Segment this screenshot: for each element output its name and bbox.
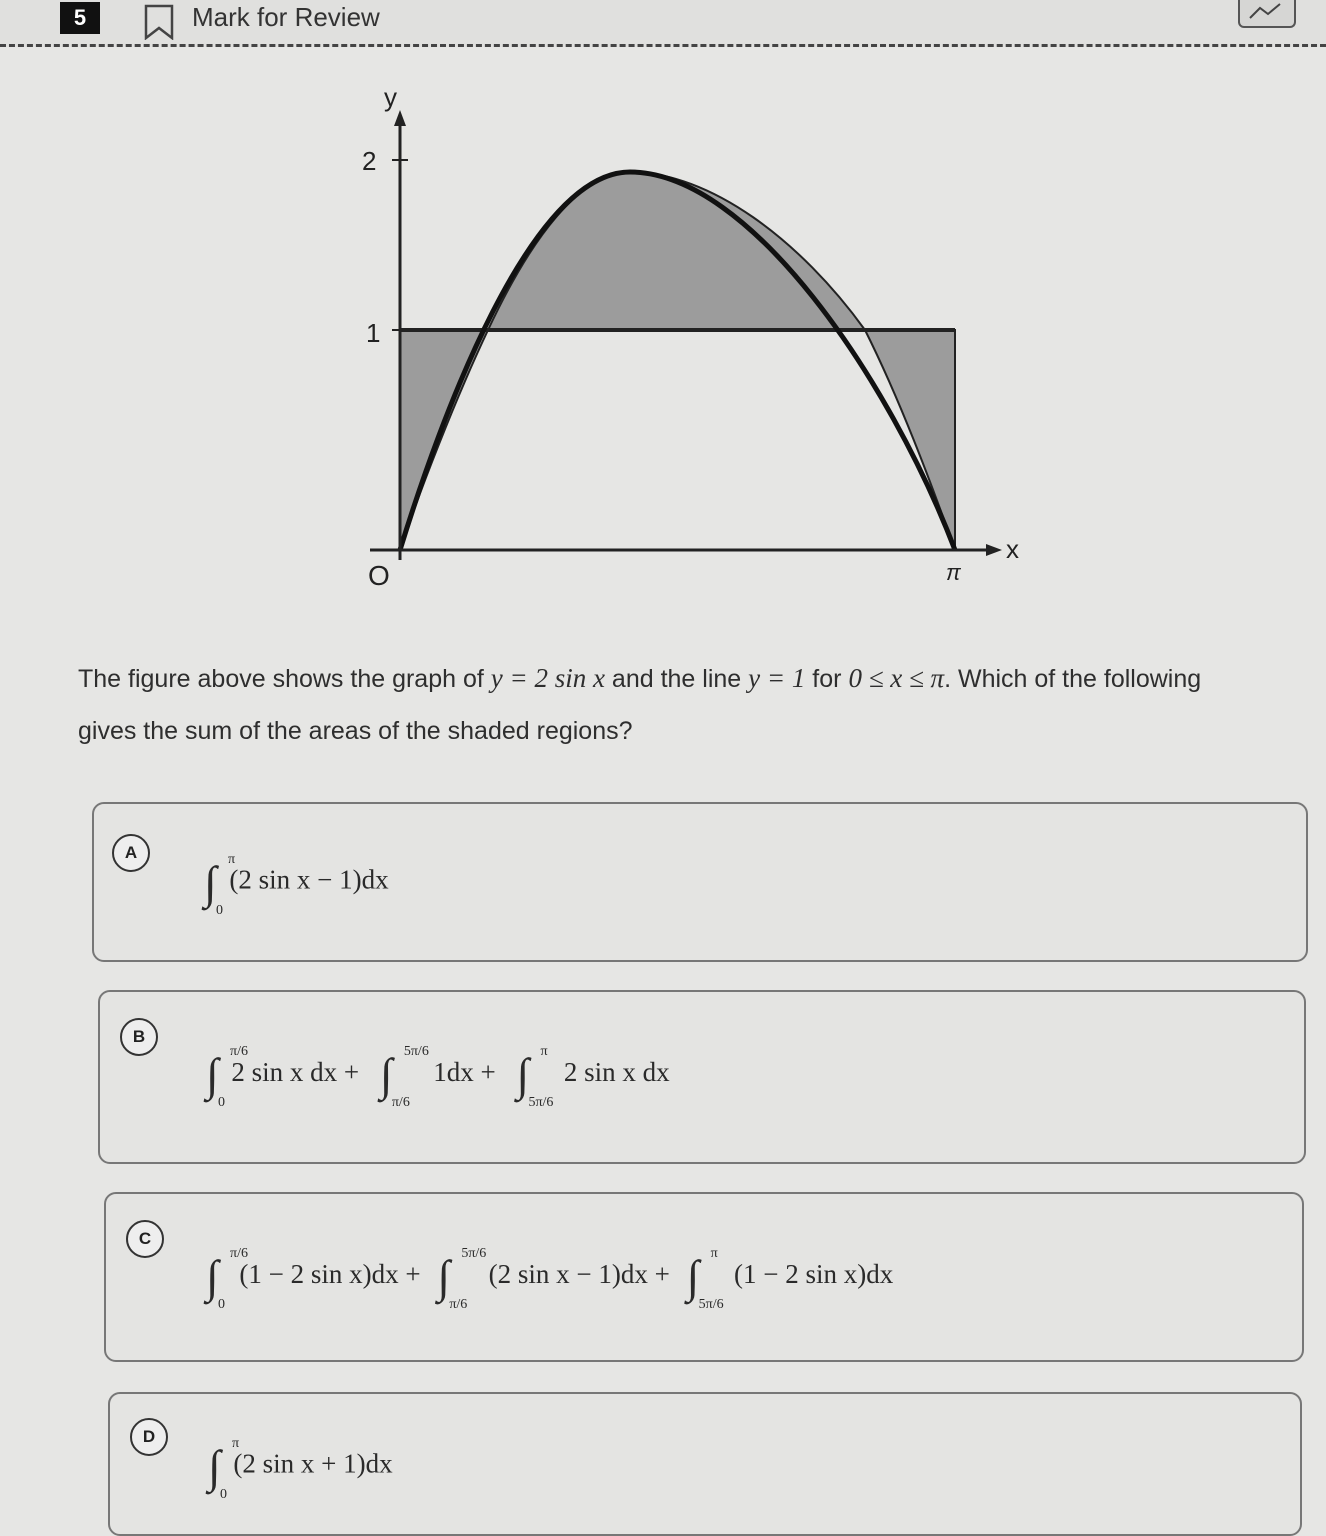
origin-label: O [368, 560, 390, 591]
question-header [0, 0, 1326, 47]
answer-option-c[interactable] [104, 1192, 1304, 1362]
option-d-formula: ∫ π 0 (2 sin x + 1)dx [208, 1436, 393, 1502]
integral-term: ∫ π 5π/6 [686, 1246, 724, 1312]
integral-term: ∫ π 0 [204, 852, 236, 918]
option-a-formula: ∫ π 0 (2 sin x − 1)dx [204, 852, 389, 918]
y-tick-label-1: 1 [366, 318, 381, 348]
option-b-formula: ∫ π/6 0 2 sin x dx + ∫ 5π/6 π/6 1dx + ∫ π 5π/6 2 sin x dx [206, 1044, 670, 1110]
bookmark-icon[interactable] [142, 4, 176, 40]
integral-term: ∫ π 5π/6 [516, 1044, 554, 1110]
integral-term: ∫ 5π/6 π/6 [437, 1246, 487, 1312]
answer-option-d[interactable] [108, 1392, 1302, 1536]
integral-term: ∫ π/6 0 [206, 1246, 248, 1312]
option-c-formula: ∫ π/6 0 (1 − 2 sin x)dx + ∫ 5π/6 π/6 (2 sin x − 1)dx + ∫ π 5π/6 (1 − 2 sin x)dx [206, 1246, 894, 1312]
shaded-region-left [400, 330, 488, 550]
y-axis-arrow [394, 110, 406, 126]
annotate-tool-icon[interactable] [1238, 0, 1296, 28]
mark-for-review-button[interactable]: Mark for Review [192, 2, 380, 32]
x-axis-arrow [986, 544, 1002, 556]
y-tick-label-2: 2 [362, 146, 377, 176]
question-text: The figure above shows the graph of y = 2 sin x and the line y = 1 for 0 ≤ x ≤ π. Which of the following gives the sum of the areas of the shaded regions? [78, 663, 1202, 745]
option-letter-a: A [112, 834, 150, 872]
integral-term: ∫ π 0 [208, 1436, 240, 1502]
answer-option-a[interactable] [92, 802, 1308, 962]
x-axis-label: x [1006, 534, 1019, 564]
option-letter-b: B [120, 1018, 158, 1056]
function-graph [330, 80, 1050, 600]
integral-term: ∫ 5π/6 π/6 [379, 1044, 429, 1110]
answer-option-b[interactable] [98, 990, 1306, 1164]
option-letter-c: C [126, 1220, 164, 1258]
question-number: 5 [60, 2, 100, 34]
y-axis-label: y [384, 82, 397, 112]
shaded-region-middle [488, 172, 865, 330]
integral-term: ∫ π/6 0 [206, 1044, 248, 1110]
x-tick-label-pi: π [946, 560, 961, 585]
option-letter-d: D [130, 1418, 168, 1456]
